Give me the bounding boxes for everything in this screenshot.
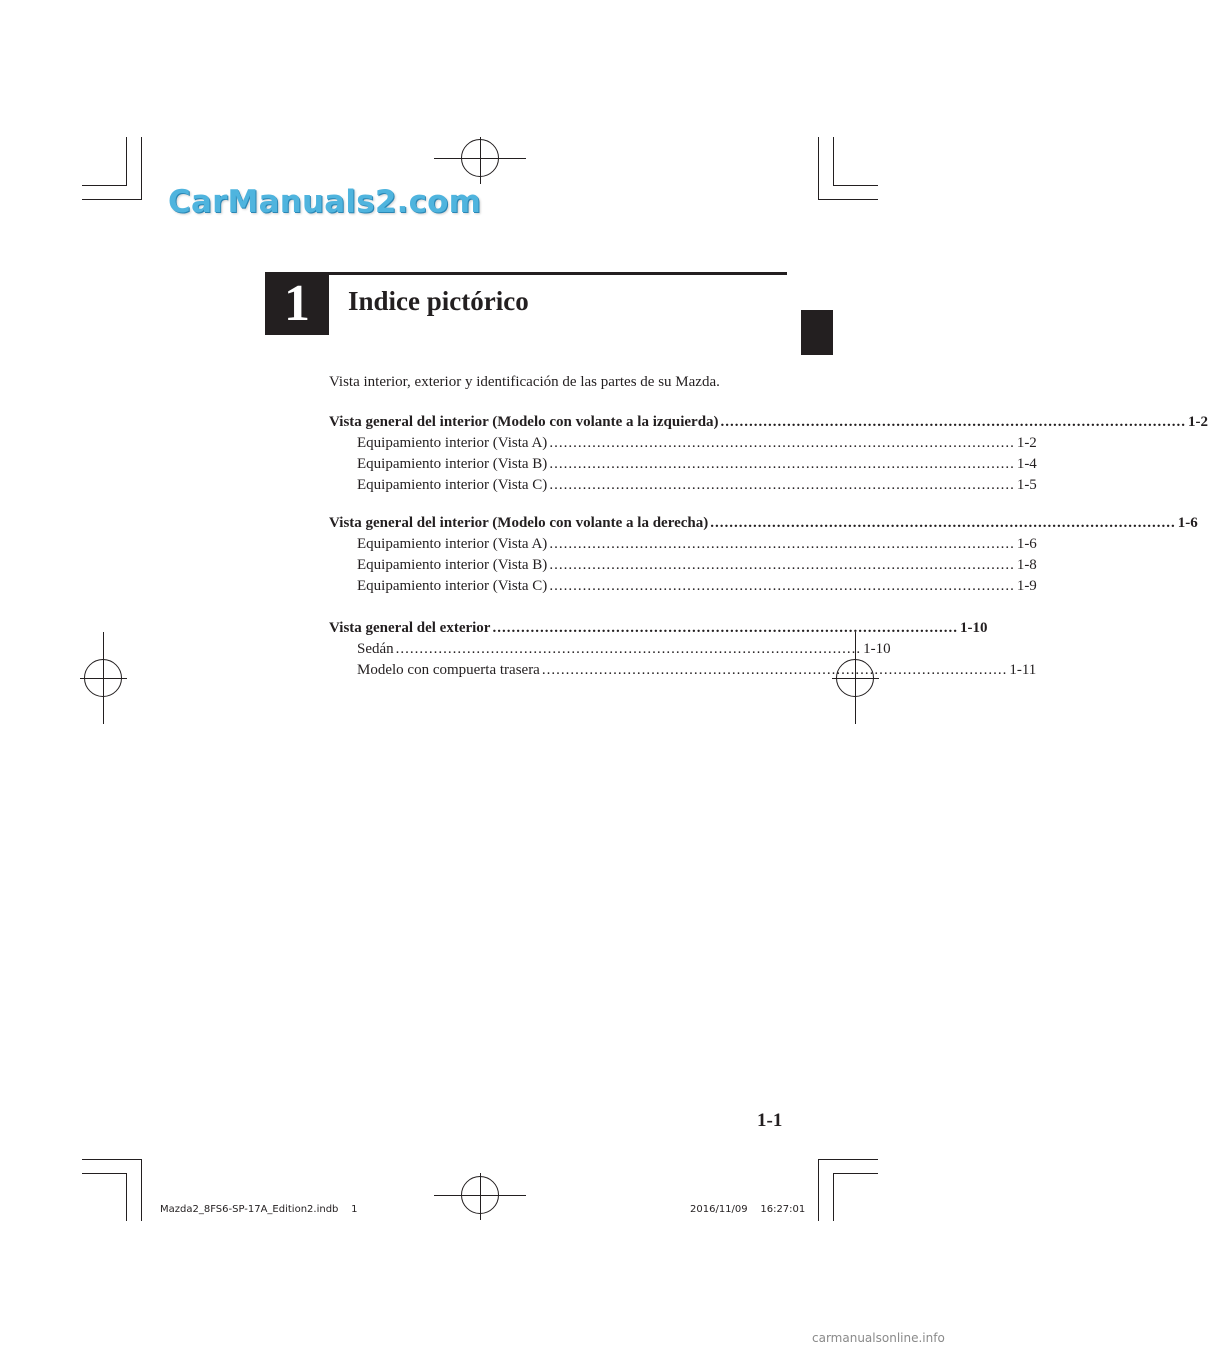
toc-leader: ..................................................................................................: [549, 435, 1015, 451]
toc-item-title: Equipamiento interior (Vista C): [357, 477, 548, 493]
crop-mark: [141, 1159, 142, 1221]
toc-item-title: Equipamiento interior (Vista A): [357, 536, 548, 552]
toc-leader: ..................................................................................................: [549, 578, 1015, 594]
toc-leader: ..................................................................................................: [549, 536, 1015, 552]
toc-item-title: Equipamiento interior (Vista B): [357, 456, 548, 472]
toc-item[interactable]: [329, 433, 1037, 454]
registration-circle: [84, 659, 122, 697]
toc-heading-page: 1-6: [1177, 515, 1198, 531]
page-number: 1-1: [757, 1110, 783, 1131]
toc-leader: ..................................................................................................: [549, 477, 1015, 493]
chapter-number-block: [265, 272, 329, 335]
toc-item-title: Equipamiento interior (Vista A): [357, 435, 548, 451]
chapter-rule: [329, 272, 787, 275]
toc-item[interactable]: [329, 639, 891, 660]
toc-item-page: 1-5: [1016, 477, 1037, 493]
toc-item-page: 1-10: [863, 641, 891, 657]
crop-mark: [818, 199, 878, 200]
crop-mark: [82, 185, 127, 186]
toc-heading[interactable]: [329, 412, 1208, 433]
toc-item-page: 1-4: [1016, 456, 1037, 472]
toc-item[interactable]: [329, 555, 1037, 576]
chapter-thumb-tab: [801, 310, 833, 355]
toc-item-page: 1-9: [1016, 578, 1037, 594]
crop-mark: [818, 1159, 819, 1221]
toc-heading-title: Vista general del interior (Modelo con volante a la derecha): [329, 515, 709, 531]
toc-item-title: Sedán: [357, 641, 394, 657]
toc-item-title: Modelo con compuerta trasera: [357, 662, 540, 678]
site-footer-link[interactable]: carmanualsonline.info: [812, 1331, 945, 1345]
toc-heading-page: 1-2: [1188, 414, 1208, 430]
toc-leader: ..................................................................................................: [710, 515, 1176, 531]
registration-circle: [461, 1176, 499, 1214]
crop-mark: [82, 199, 142, 200]
crop-mark: [833, 185, 878, 186]
crop-mark: [818, 1159, 878, 1160]
toc-item[interactable]: [329, 660, 1037, 681]
toc-leader: ..................................................................................................: [720, 414, 1187, 430]
crop-mark: [82, 1173, 127, 1174]
toc-item-page: 1-2: [1016, 435, 1037, 451]
toc-leader: ..................................................................................................: [492, 620, 958, 636]
toc-section-1: [329, 412, 1208, 496]
chapter-intro: Vista interior, exterior y identificación de las partes de su Mazda.: [329, 374, 720, 390]
toc-section-3: [329, 618, 1037, 681]
toc-heading[interactable]: [329, 513, 1198, 534]
crop-mark: [126, 137, 127, 185]
crop-mark: [833, 1173, 834, 1221]
toc-item-title: Equipamiento interior (Vista B): [357, 557, 548, 573]
toc-heading-title: Vista general del exterior: [329, 620, 491, 636]
watermark-logo[interactable]: CarManuals2.com: [168, 184, 482, 220]
crop-mark: [833, 1173, 878, 1174]
toc-item-page: 1-8: [1016, 557, 1037, 573]
footer-date-slug: 2016/11/09 16:27:01: [690, 1204, 806, 1215]
toc-item-page: 1-11: [1009, 662, 1037, 678]
registration-circle: [461, 139, 499, 177]
toc-heading-page: 1-10: [959, 620, 988, 636]
chapter-title: Indice pictórico: [348, 286, 529, 316]
chapter-number: 1: [284, 275, 310, 332]
toc-heading[interactable]: [329, 618, 988, 639]
toc-heading-title: Vista general del interior (Modelo con volante a la izquierda): [329, 414, 719, 430]
toc-section-2: [329, 513, 1198, 597]
crop-mark: [126, 1173, 127, 1221]
crop-mark: [141, 137, 142, 200]
toc-leader: ..................................................................................................: [541, 662, 1008, 678]
toc-item-page: 1-6: [1016, 536, 1037, 552]
toc-item[interactable]: [329, 454, 1037, 475]
toc-leader: ..................................................................................................: [549, 557, 1015, 573]
crop-mark: [818, 137, 819, 200]
toc-leader: ..................................................................................................: [549, 456, 1015, 472]
footer-file-slug: Mazda2_8FS6-SP-17A_Edition2.indb 1: [160, 1204, 358, 1215]
toc-leader: ..................................................................................................: [395, 641, 862, 657]
toc-item-title: Equipamiento interior (Vista C): [357, 578, 548, 594]
toc-item[interactable]: [329, 576, 1037, 597]
toc-item[interactable]: [329, 475, 1037, 496]
crop-mark: [833, 137, 834, 185]
crop-mark: [82, 1159, 142, 1160]
toc-item[interactable]: [329, 534, 1037, 555]
